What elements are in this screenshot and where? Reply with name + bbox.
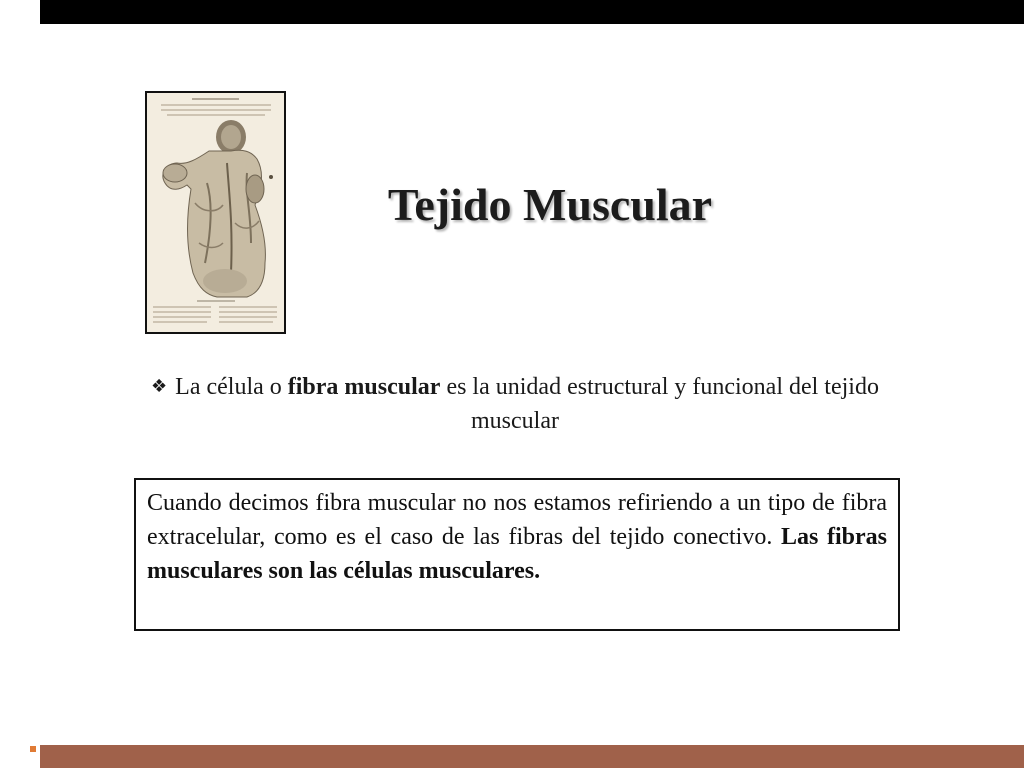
bullet-diamond-icon: ❖ <box>151 376 168 397</box>
definition-note-box <box>134 478 900 631</box>
bullet-text-start: La célula o <box>175 374 288 400</box>
note-text-regular: Cuando decimos fibra muscular no nos estamos refiriendo a un tipo de fibra extracelular, como es el caso de las fibras del tejido conectivo. <box>147 490 887 550</box>
bottom-marker <box>30 746 36 752</box>
anatomical-engraving-image <box>145 91 286 334</box>
bullet-point <box>120 370 910 438</box>
bottom-bar <box>40 745 1024 768</box>
slide-title: Tejido Muscular <box>387 179 713 230</box>
bullet-text-end: es la unidad estructural y funcional del tejido muscular <box>440 374 879 434</box>
note-text-bold: Las fibras musculares son las células musculares. <box>147 524 887 584</box>
top-bar <box>40 0 1024 24</box>
bullet-text-bold: fibra muscular <box>287 374 441 400</box>
